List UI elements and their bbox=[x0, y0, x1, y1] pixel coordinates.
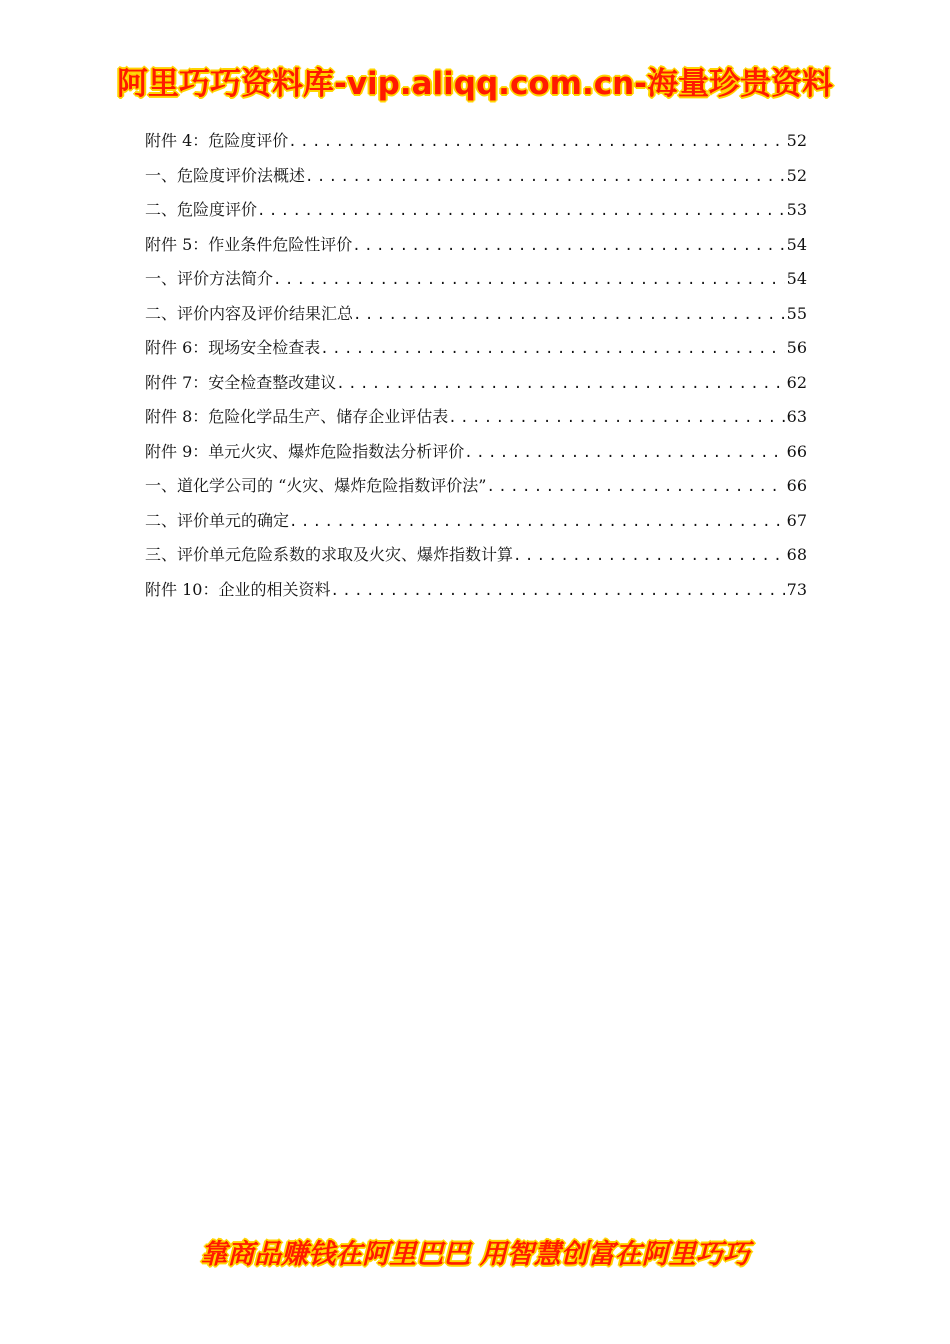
toc-entry[interactable] bbox=[145, 504, 807, 539]
toc-dot-leader bbox=[257, 194, 785, 229]
toc-entry-label: 一、评价方法简介 bbox=[145, 269, 274, 288]
toc-entry-label: 附件 10：企业的相关资料 bbox=[145, 579, 331, 599]
toc-dot-leader bbox=[513, 539, 785, 574]
header-banner: 阿里巧巧资料库-vip.aliqq.com.cn-海量珍贵资料 bbox=[116, 66, 834, 102]
toc-entry-page: 54 bbox=[786, 269, 807, 288]
toc-entry-label: 二、评价单元的确定 bbox=[145, 510, 290, 530]
toc-entry-label: 附件 4：危险度评价 bbox=[145, 131, 289, 150]
toc-entry-page: 67 bbox=[786, 510, 807, 530]
toc-entry-label: 附件 6：现场安全检查表 bbox=[145, 338, 321, 357]
toc-dot-leader bbox=[288, 125, 784, 160]
toc-entry[interactable] bbox=[145, 297, 807, 332]
toc-dot-leader bbox=[486, 470, 784, 505]
toc-entry[interactable] bbox=[145, 159, 807, 194]
toc-entry-page: 68 bbox=[786, 545, 807, 564]
toc-entry[interactable] bbox=[145, 538, 807, 573]
toc-entry-label: 一、道化学公司的 “火灾、爆炸危险指数评价法” bbox=[145, 476, 487, 495]
toc-entry-page: 52 bbox=[786, 131, 807, 150]
toc-entry-label: 附件 9：单元火灾、爆炸危险指数法分析评价 bbox=[145, 441, 465, 461]
toc-entry[interactable] bbox=[145, 262, 807, 297]
toc-dot-leader bbox=[448, 401, 784, 436]
toc-entry-page: 53 bbox=[786, 200, 807, 219]
toc-entry[interactable] bbox=[145, 331, 807, 366]
toc-entry-page: 54 bbox=[786, 234, 807, 254]
table-of-contents bbox=[145, 124, 807, 607]
toc-dot-leader bbox=[305, 160, 785, 195]
toc-entry-page: 52 bbox=[786, 165, 807, 185]
toc-entry[interactable] bbox=[145, 400, 807, 435]
toc-entry-label: 二、危险度评价 bbox=[145, 200, 258, 219]
toc-entry[interactable] bbox=[145, 435, 807, 470]
toc-entry[interactable] bbox=[145, 366, 807, 401]
toc-entry-page: 63 bbox=[786, 407, 807, 426]
footer-banner: 靠商品赚钱在阿里巴巴 用智慧创富在阿里巧巧 bbox=[200, 1239, 750, 1270]
toc-dot-leader bbox=[330, 574, 784, 609]
toc-dot-leader bbox=[336, 367, 784, 402]
toc-entry[interactable] bbox=[145, 469, 807, 504]
toc-entry-page: 56 bbox=[786, 338, 807, 357]
toc-entry-page: 73 bbox=[786, 579, 807, 599]
toc-entry[interactable] bbox=[145, 124, 807, 159]
toc-dot-leader bbox=[464, 436, 784, 471]
toc-entry-label: 附件 7：安全检查整改建议 bbox=[145, 372, 337, 392]
toc-dot-leader bbox=[273, 263, 785, 298]
toc-entry-page: 66 bbox=[786, 476, 807, 495]
toc-entry-label: 一、危险度评价法概述 bbox=[145, 165, 306, 185]
toc-entry-page: 55 bbox=[786, 303, 807, 323]
toc-entry-label: 二、评价内容及评价结果汇总 bbox=[145, 303, 354, 323]
toc-dot-leader bbox=[353, 298, 785, 333]
toc-entry[interactable] bbox=[145, 193, 807, 228]
toc-entry[interactable] bbox=[145, 573, 807, 608]
toc-entry-label: 附件 8：危险化学品生产、储存企业评估表 bbox=[145, 407, 449, 426]
toc-dot-leader bbox=[320, 332, 784, 367]
toc-dot-leader bbox=[352, 229, 784, 264]
toc-entry[interactable] bbox=[145, 228, 807, 263]
toc-entry-label: 附件 5：作业条件危险性评价 bbox=[145, 234, 353, 254]
toc-entry-page: 66 bbox=[786, 441, 807, 461]
toc-dot-leader bbox=[289, 505, 785, 540]
toc-entry-page: 62 bbox=[786, 372, 807, 392]
toc-entry-label: 三、评价单元危险系数的求取及火灾、爆炸指数计算 bbox=[145, 545, 514, 564]
